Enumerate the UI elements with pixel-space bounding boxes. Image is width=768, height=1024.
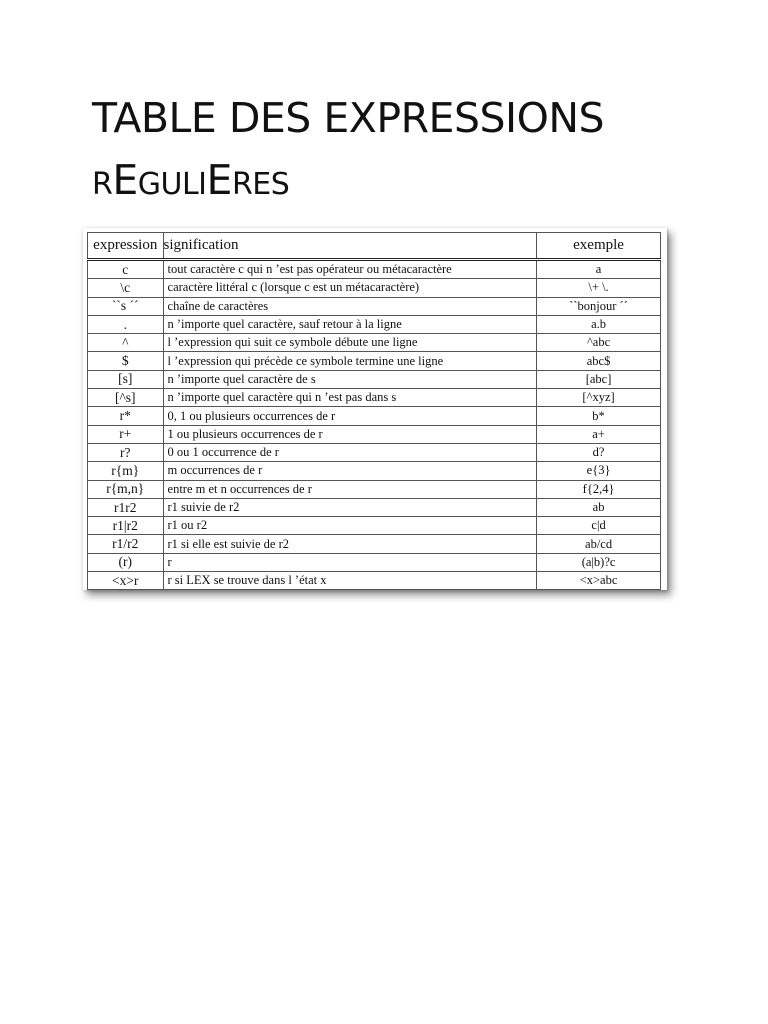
cell-exemple: a — [537, 260, 661, 279]
table-body — [88, 260, 661, 590]
cell-exemple: [abc] — [537, 370, 661, 388]
cell-exemple: ab — [537, 498, 661, 516]
table-row — [88, 407, 661, 425]
cell-expression: c — [88, 260, 164, 279]
header-expression: expression — [88, 233, 164, 260]
cell-expression: r* — [88, 407, 164, 425]
table-row — [88, 334, 661, 352]
cell-signification: 1 ou plusieurs occurrences de r — [163, 425, 537, 443]
cell-signification: r — [163, 553, 537, 571]
table-row — [88, 260, 661, 279]
cell-exemple: ab/cd — [537, 535, 661, 553]
cell-expression: [s] — [88, 370, 164, 388]
table-row — [88, 572, 661, 590]
cell-exemple: (a|b)?c — [537, 553, 661, 571]
cell-expression: $ — [88, 352, 164, 370]
cell-signification: entre m et n occurrences de r — [163, 480, 537, 498]
table-row — [88, 297, 661, 315]
table-row — [88, 480, 661, 498]
cell-expression: r{m} — [88, 462, 164, 480]
cell-expression: r1/r2 — [88, 535, 164, 553]
cell-signification: l ’expression qui suit ce symbole débute une ligne — [163, 334, 537, 352]
cell-signification: r1 ou r2 — [163, 517, 537, 535]
cell-exemple: \+ \. — [537, 279, 661, 297]
cell-signification: 0 ou 1 occurrence de r — [163, 443, 537, 461]
cell-exemple: b* — [537, 407, 661, 425]
cell-expression: r+ — [88, 425, 164, 443]
table-row — [88, 443, 661, 461]
cell-exemple: abc$ — [537, 352, 661, 370]
table-row — [88, 352, 661, 370]
cell-expression: r{m,n} — [88, 480, 164, 498]
cell-signification: l ’expression qui précède ce symbole termine une ligne — [163, 352, 537, 370]
cell-expression: r1|r2 — [88, 517, 164, 535]
table-row — [88, 498, 661, 516]
cell-signification: m occurrences de r — [163, 462, 537, 480]
cell-expression: [^s] — [88, 389, 164, 407]
cell-signification: tout caractère c qui n ’est pas opérateur ou métacaractère — [163, 260, 537, 279]
table-row — [88, 462, 661, 480]
table-row — [88, 535, 661, 553]
table-header-row — [88, 233, 661, 260]
cell-exemple: e{3} — [537, 462, 661, 480]
header-exemple: exemple — [537, 233, 661, 260]
table-row — [88, 315, 661, 333]
cell-exemple: f{2,4} — [537, 480, 661, 498]
title-line-1: TABLE DES EXPRESSIONS — [92, 94, 605, 142]
cell-signification: 0, 1 ou plusieurs occurrences de r — [163, 407, 537, 425]
regex-table — [87, 232, 661, 590]
table-row — [88, 279, 661, 297]
cell-signification: n ’importe quel caractère qui n ’est pas dans s — [163, 389, 537, 407]
cell-expression: . — [88, 315, 164, 333]
cell-exemple: ``bonjour ´´ — [537, 297, 661, 315]
cell-exemple: a+ — [537, 425, 661, 443]
cell-expression: r1r2 — [88, 498, 164, 516]
cell-expression: r? — [88, 443, 164, 461]
page-title — [92, 88, 692, 217]
cell-signification: chaîne de caractères — [163, 297, 537, 315]
cell-exemple: ^abc — [537, 334, 661, 352]
cell-signification: r1 si elle est suivie de r2 — [163, 535, 537, 553]
cell-expression: <x>r — [88, 572, 164, 590]
table-row — [88, 517, 661, 535]
cell-exemple: a.b — [537, 315, 661, 333]
header-signification: signification — [163, 233, 537, 260]
table-row — [88, 370, 661, 388]
title-line-2: REGULIERES — [92, 156, 290, 204]
cell-exemple: <x>abc — [537, 572, 661, 590]
table-row — [88, 389, 661, 407]
regex-table-image — [83, 228, 667, 590]
cell-signification: n ’importe quel caractère, sauf retour à la ligne — [163, 315, 537, 333]
cell-signification: n ’importe quel caractère de s — [163, 370, 537, 388]
cell-expression: \c — [88, 279, 164, 297]
cell-signification: r si LEX se trouve dans l ’état x — [163, 572, 537, 590]
cell-expression: (r) — [88, 553, 164, 571]
cell-exemple: [^xyz] — [537, 389, 661, 407]
cell-expression: ``s ´´ — [88, 297, 164, 315]
cell-exemple: d? — [537, 443, 661, 461]
cell-exemple: c|d — [537, 517, 661, 535]
table-row — [88, 425, 661, 443]
table-row — [88, 553, 661, 571]
cell-signification: caractère littéral c (lorsque c est un métacaractère) — [163, 279, 537, 297]
cell-expression: ^ — [88, 334, 164, 352]
cell-signification: r1 suivie de r2 — [163, 498, 537, 516]
